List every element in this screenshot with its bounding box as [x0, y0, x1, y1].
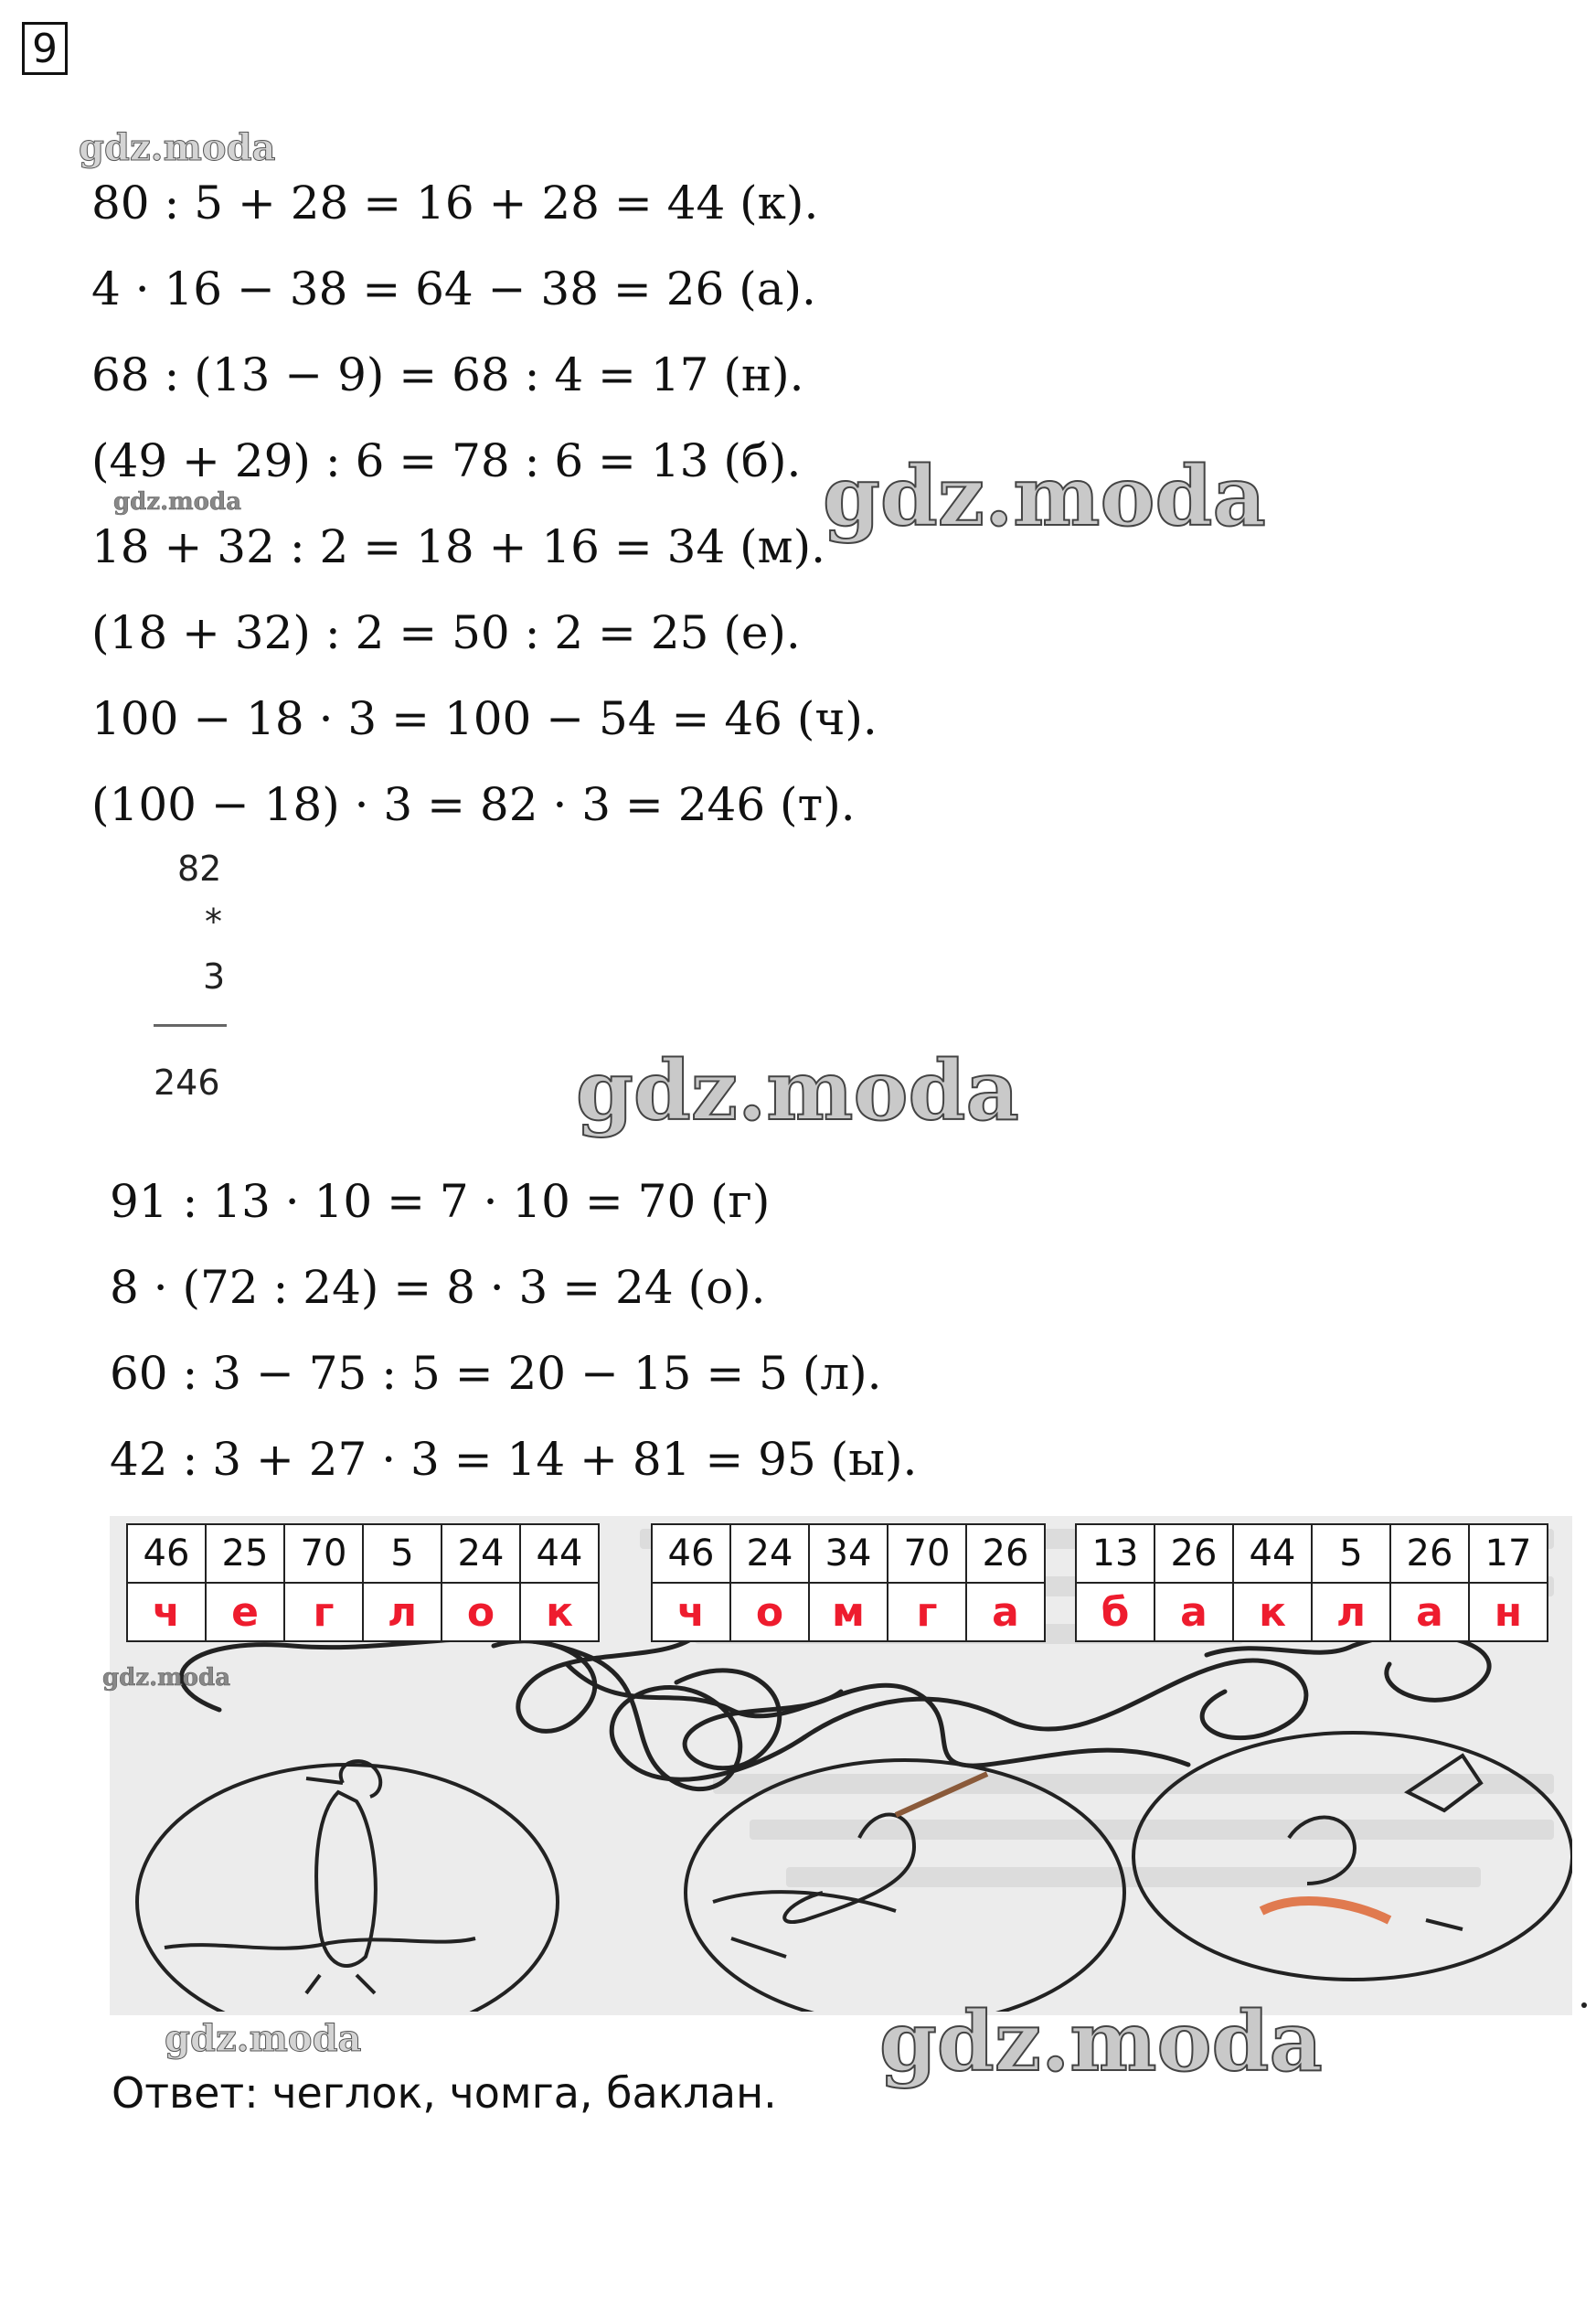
equation-11: 60 : 3 − 75 : 5 = 20 − 15 = 5 (л). [110, 1347, 882, 1400]
table-cell-letter: а [966, 1583, 1045, 1641]
table-cell-letter: к [1233, 1583, 1312, 1641]
table-cell-number: 70 [284, 1524, 363, 1583]
table-cell-number: 25 [206, 1524, 284, 1583]
table-cell-number: 46 [652, 1524, 730, 1583]
table-cell-number: 5 [1312, 1524, 1390, 1583]
equation-4: (49 + 29) : 6 = 78 : 6 = 13 (б). [91, 434, 802, 487]
table-cell-number: 17 [1469, 1524, 1548, 1583]
table-cell-number: 34 [809, 1524, 888, 1583]
table-cell-letter: а [1154, 1583, 1233, 1641]
column-calc-top: 82 [177, 849, 222, 889]
table-cell-number: 24 [730, 1524, 809, 1583]
table-cell-letter: о [442, 1583, 520, 1641]
table-cell-letter: г [888, 1583, 966, 1641]
equation-2: 4 · 16 − 38 = 64 − 38 = 26 (а). [91, 262, 816, 315]
table-cell-letter: о [730, 1583, 809, 1641]
watermark-2: gdz.moda [113, 488, 242, 516]
tangled-lines-illustration [110, 1628, 1572, 2012]
equation-9: 91 : 13 · 10 = 7 · 10 = 70 (г) [110, 1175, 771, 1228]
code-table-2 [651, 1523, 1046, 1642]
table-cell-letter: л [363, 1583, 442, 1641]
table-cell-letter: а [1390, 1583, 1469, 1641]
equation-7: 100 − 18 · 3 = 100 − 54 = 46 (ч). [91, 692, 878, 745]
table-cell-number: 26 [966, 1524, 1045, 1583]
column-calc-result: 246 [154, 1062, 220, 1103]
table-cell-letter: м [809, 1583, 888, 1641]
column-calc-line [154, 1024, 227, 1027]
watermark-3: gdz.moda [823, 448, 1266, 545]
table-cell-number: 26 [1154, 1524, 1233, 1583]
answer-text: Ответ: чеглок, чомга, баклан. [112, 2068, 777, 2118]
table-cell-number: 44 [520, 1524, 599, 1583]
stray-dot [1581, 2002, 1587, 2008]
code-table-1 [126, 1523, 600, 1642]
equation-5: 18 + 32 : 2 = 18 + 16 = 34 (м). [91, 520, 825, 573]
equation-1: 80 : 5 + 28 = 16 + 28 = 44 (к). [91, 176, 819, 230]
table-cell-letter: е [206, 1583, 284, 1641]
watermark-1: gdz.moda [79, 126, 276, 169]
equation-6: (18 + 32) : 2 = 50 : 2 = 25 (е). [91, 606, 801, 659]
table-cell-letter: б [1076, 1583, 1154, 1641]
task-number: 9 [22, 22, 68, 75]
table-cell-number: 44 [1233, 1524, 1312, 1583]
column-calc-factor: 3 [203, 956, 226, 997]
table-cell-number: 5 [363, 1524, 442, 1583]
table-cell-letter: н [1469, 1583, 1548, 1641]
equation-12: 42 : 3 + 27 · 3 = 14 + 81 = 95 (ы). [110, 1433, 918, 1486]
table-cell-number: 13 [1076, 1524, 1154, 1583]
table-cell-number: 24 [442, 1524, 520, 1583]
column-calc-op: * [205, 902, 222, 942]
code-table-3 [1075, 1523, 1548, 1642]
table-cell-letter: л [1312, 1583, 1390, 1641]
watermark-5: gdz.moda [102, 1664, 231, 1692]
watermark-6: gdz.moda [165, 2017, 362, 2060]
equation-3: 68 : (13 − 9) = 68 : 4 = 17 (н). [91, 348, 804, 401]
table-cell-number: 70 [888, 1524, 966, 1583]
table-cell-letter: г [284, 1583, 363, 1641]
table-cell-number: 26 [1390, 1524, 1469, 1583]
table-cell-letter: ч [127, 1583, 206, 1641]
table-cell-letter: ч [652, 1583, 730, 1641]
watermark-4: gdz.moda [576, 1042, 1019, 1139]
table-cell-letter: к [520, 1583, 599, 1641]
equation-8: (100 − 18) · 3 = 82 · 3 = 246 (т). [91, 778, 856, 831]
table-cell-number: 46 [127, 1524, 206, 1583]
equation-10: 8 · (72 : 24) = 8 · 3 = 24 (о). [110, 1261, 766, 1314]
watermark-7: gdz.moda [879, 1993, 1323, 2090]
